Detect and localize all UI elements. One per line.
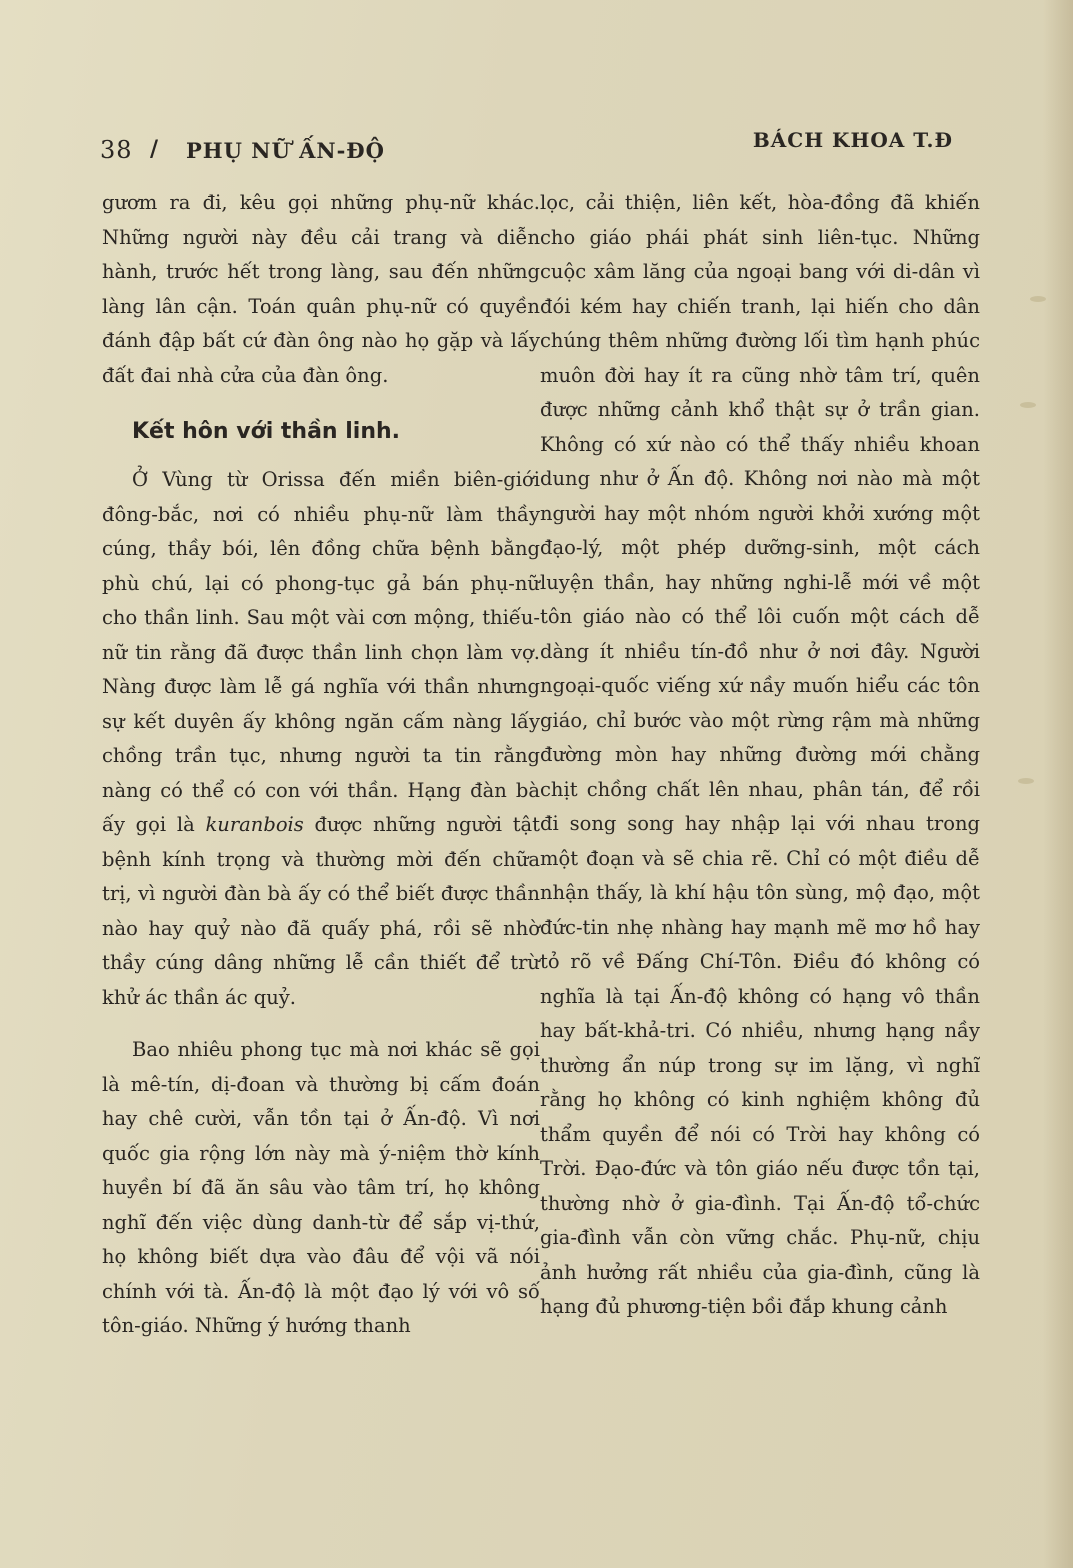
page-header bbox=[100, 128, 953, 168]
paper-stain bbox=[1018, 778, 1034, 784]
page-number: 38 bbox=[100, 136, 133, 164]
header-separator: / bbox=[150, 136, 159, 162]
paragraph-text: Ở Vùng từ Orissa đến miền biên-giới đông-bắc, nơi có nhiều phụ-nữ làm thầy cúng, thầy bói, lên đồng chữa bệnh bằng phù chú, lại có phong-tục gả bán phụ-nữ cho thần linh. Sau một vài cơn mộng, thiếu-nữ tin rằng đã được thần linh chọn làm vợ. Nàng được làm lễ gá nghĩa với thần nhưng sự kết duyên ấy không ngăn cấm nàng lấy chồng trần tục, nhưng người ta tin rằng nàng có thể có con với thần. Hạng đàn bà ấy gọi là bbox=[102, 468, 540, 836]
paper-stain bbox=[1030, 296, 1046, 302]
section-heading: Kết hôn với thần linh. bbox=[132, 419, 401, 444]
paragraph bbox=[102, 463, 540, 1015]
running-book-title: BÁCH KHOA T.Đ bbox=[752, 128, 953, 152]
right-column bbox=[540, 186, 980, 1325]
paper-stain bbox=[1020, 402, 1036, 408]
left-column bbox=[102, 186, 540, 1344]
paragraph: lọc, cải thiện, liên kết, hòa-đồng đã khiến cho giáo phái phát sinh liên-tục. Những cuộc xâm lăng của ngoại bang với di-dân vì đói kém hay chiến tranh, lại hiến cho dân chúng thêm những đường lối tìm hạnh phúc muôn đời hay ít ra cũng nhờ tâm trí, quên được những cảnh khổ thật sự ở trần gian. Không có xứ nào có thể thấy nhiều khoan dung như ở Ấn độ. Không nơi nào mà một người hay một nhóm người khởi xướng một đạo-lý, một phép dưỡng-sinh, một cách luyện thần, hay những nghi-lễ mới về một tôn giáo nào có thể lôi cuốn một cách dễ dàng ít nhiều tín-đồ như ở nơi đây. Người ngoại-quốc viếng xứ nầy muốn hiểu các tôn giáo, chỉ bước vào một rừng rậm mà những đường mòn hay những đường mới chằng chịt chồng chất lên nhau, phân tán, để rồi đi song song hay nhập lại với nhau trong một đoạn và sẽ chia rẽ. Chỉ có một điều dễ nhận thấy, là khí hậu tôn sùng, mộ đạo, một đức-tin nhẹ nhàng hay mạnh mẽ mơ hồ hay tỏ rõ về Đấng Chí-Tôn. Điều đó không có nghĩa là tại Ấn-độ không có hạng vô thần hay bất-khả-tri. Có nhiều, nhưng hạng nầy thường ẩn núp trong sự im lặng, vì nghĩ rằng họ không có kinh nghiệm không đủ thẩm quyền để nói có Trời hay không có Trời. Đạo-đức và tôn giáo nếu được tồn tại, thường nhờ ở gia-đình. Tại Ấn-độ tổ-chức gia-đình vẫn còn vững chắc. Phụ-nữ, chịu ảnh hưởng rất nhiều của gia-đình, cũng là hạng đủ phương-tiện bồi đắp khung cảnh bbox=[540, 191, 980, 1318]
paragraph: gươm ra đi, kêu gọi những phụ-nữ khác. Những người này đều cải trang và diễn hành, trước hết trong làng, sau đến những làng lân cận. Toán quân phụ-nữ có quyền đánh đập bất cứ đàn ông nào họ gặp và lấy đất đai nhà cửa của đàn ông. bbox=[102, 191, 540, 387]
italic-term: kuranbois bbox=[205, 813, 304, 836]
paragraph-text: được những người tật bệnh kính trọng và thường mời đến chữa trị, vì người đàn bà ấy có thể biết được thần nào hay quỷ nào đã quấy phá, rồi sẽ nhờ thầy cúng dâng những lễ cần thiết để trừ khử ác thần ác quỷ. bbox=[102, 813, 540, 1009]
paragraph: Bao nhiêu phong tục mà nơi khác sẽ gọi là mê-tín, dị-đoan và thường bị cấm đoán hay chê cười, vẫn tồn tại ở Ấn-độ. Vì nơi quốc gia rộng lớn này mà ý-niệm thờ kính huyền bí đã ăn sâu vào tâm trí, họ không nghĩ đến việc dùng danh-từ để sắp vị-thứ, họ không biết dựa vào đâu để vội vã nói chính với tà. Ấn-độ là một đạo lý với vô số tôn-giáo. Những ý hướng thanh bbox=[102, 1038, 540, 1337]
page-edge-shadow bbox=[1043, 0, 1073, 1568]
running-title: PHỤ NỮ ẤN-ĐỘ bbox=[186, 138, 385, 163]
